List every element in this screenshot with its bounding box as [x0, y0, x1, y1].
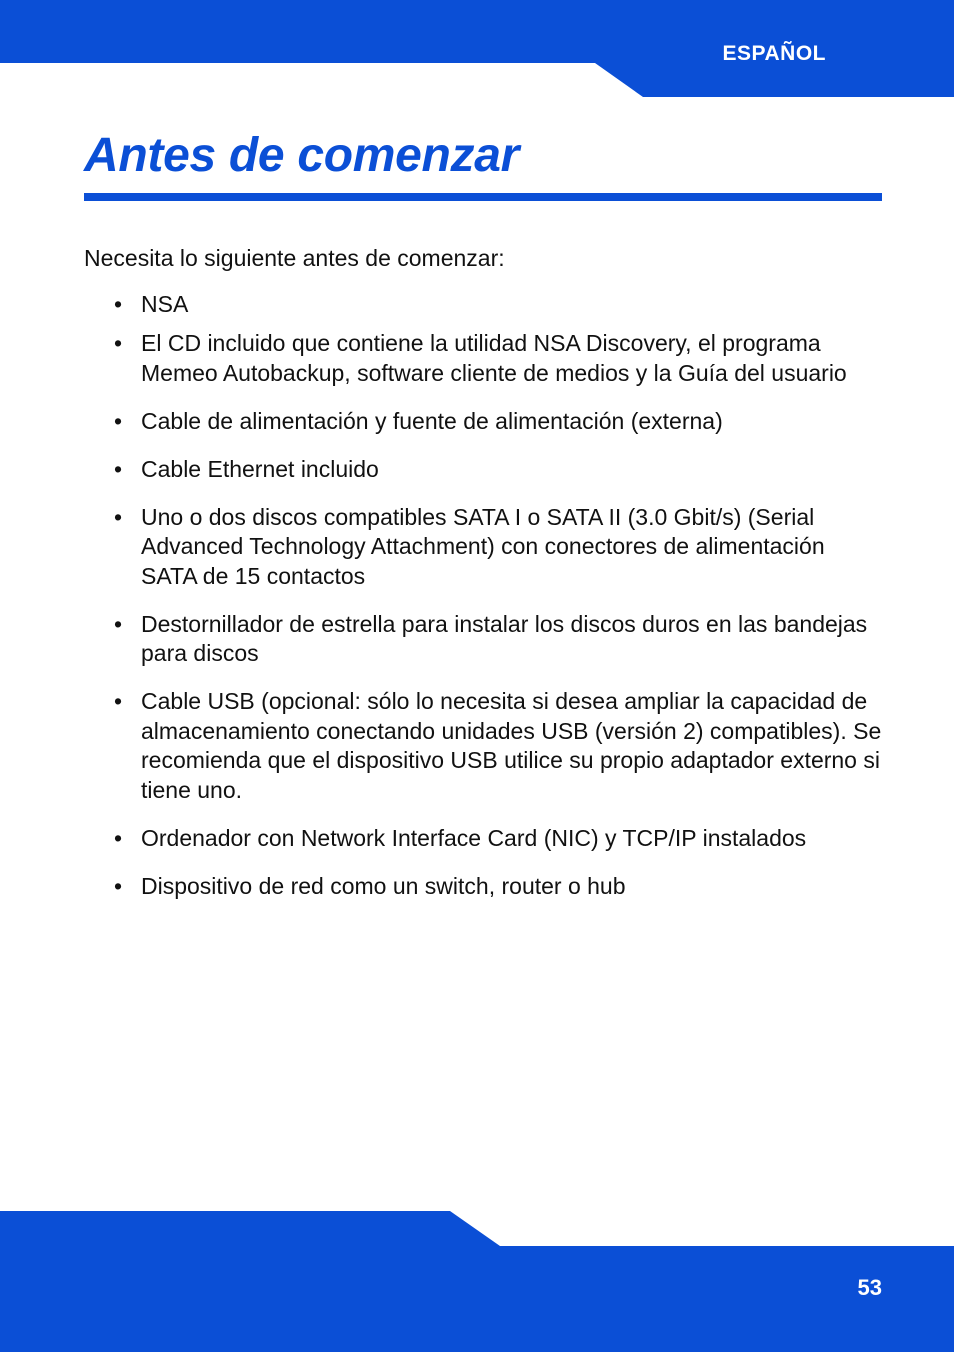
- bullet-marker: •: [114, 872, 123, 899]
- list-item-text: Cable Ethernet incluido: [141, 455, 379, 482]
- list-item: [114, 329, 884, 388]
- list-item-text: Ordenador con Network Interface Card (NIC) y TCP/IP instalados: [141, 824, 807, 851]
- language-label: ESPAÑOL: [722, 42, 826, 65]
- bullet-marker: •: [114, 291, 123, 317]
- list-item-text: Uno o dos discos compatibles SATA I o SATA II (3.0 Gbit/s) (Serial Advanced Technology Attachment) con conectores de alimentación SATA de 15 contactos: [141, 503, 825, 589]
- bullet-marker: •: [114, 610, 123, 637]
- footer-band: [0, 1211, 954, 1352]
- list-item: [114, 610, 884, 669]
- list-item-text: Destornillador de estrella para instalar los discos duros en las bandejas para discos: [141, 610, 868, 666]
- list-item: [114, 503, 884, 592]
- list-item-text: NSA: [141, 291, 189, 317]
- bullet-marker: •: [114, 455, 123, 482]
- page-number: 53: [857, 1275, 882, 1300]
- list-item-text: El CD incluido que contiene la utilidad NSA Discovery, el programa Memeo Autobackup, software cliente de medios y la Guía del usuario: [141, 330, 847, 386]
- list-item: [114, 687, 884, 805]
- bullet-marker: •: [114, 503, 123, 530]
- requirements-list: [114, 290, 884, 901]
- bullet-marker: •: [114, 330, 123, 356]
- list-item: [114, 455, 884, 485]
- list-item: [114, 872, 884, 902]
- list-item: [114, 824, 884, 854]
- bullet-marker: •: [114, 407, 123, 434]
- list-item-text: Cable USB (opcional: sólo lo necesita si desea ampliar la capacidad de almacenamiento conectando unidades USB (versión 2) compatibles). Se recomienda que el dispositivo USB utilice su propio adaptador externo si tiene uno.: [141, 688, 882, 803]
- bullet-marker: •: [114, 688, 123, 714]
- list-item-text: Cable de alimentación y fuente de alimentación (externa): [141, 407, 723, 434]
- page-title: Antes de comenzar: [84, 129, 520, 182]
- list-item-text: Dispositivo de red como un switch, router o hub: [141, 872, 626, 899]
- title-underline: [84, 193, 882, 201]
- bullet-marker: •: [114, 824, 123, 851]
- list-item: [114, 407, 884, 437]
- list-item: [114, 290, 884, 320]
- intro-text: Necesita lo siguiente antes de comenzar:: [84, 245, 505, 271]
